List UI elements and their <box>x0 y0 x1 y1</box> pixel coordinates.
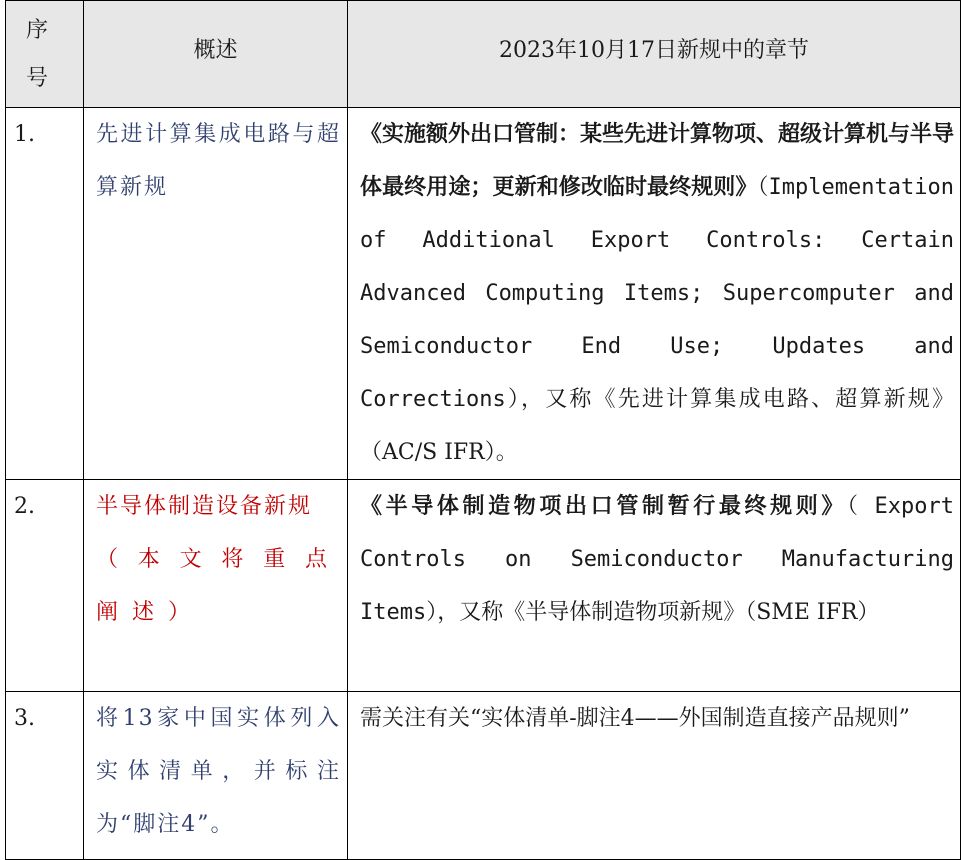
summary-note: （本文将重点阐述） <box>96 547 341 625</box>
row-number: 1. <box>6 108 84 480</box>
chapter-title-tail: ，又称《先进计算集成电路、超算新规》（AC/S IFR）。 <box>360 387 954 465</box>
header-seq: 序号 <box>6 1 84 108</box>
row-chapter <box>348 480 961 692</box>
table-row <box>6 692 961 860</box>
row-number: 2. <box>6 480 84 692</box>
chapter-title-bold: 《半导体制造物项出口管制暂行最终规则》 <box>360 493 848 519</box>
row-summary: 先进计算集成电路与超算新规 <box>84 108 348 480</box>
row-summary: 将13家中国实体列入实体清单，并标注为“脚注4”。 <box>84 692 348 860</box>
summary-main: 半导体制造设备新规 <box>96 494 313 519</box>
chapter-title-english: （Implementation of Additional Export Controls: Certain Advanced Computing Items; Supercomputer and Semiconductor End Use; Updates and Corrections） <box>360 175 954 412</box>
rules-table <box>5 0 961 860</box>
row-number: 3. <box>6 692 84 860</box>
chapter-title-english: （ Export Controls on Semiconductor Manufacturing Items） <box>360 494 954 625</box>
table-row <box>6 480 961 692</box>
header-chapter: 2023年10月17日新规中的章节 <box>348 1 961 108</box>
row-chapter <box>348 108 961 480</box>
table-row <box>6 108 961 480</box>
table-header-row <box>6 1 961 108</box>
chapter-title-bold: 《实施额外出口管制：某些先进计算物项、超级计算机与半导体最终用途；更新和修改临时最终规则》 <box>360 121 955 200</box>
row-chapter: 需关注有关“实体清单-脚注4——外国制造直接产品规则” <box>348 692 961 860</box>
chapter-title-tail: ，又称《半导体制造物项新规》（SME IFR） <box>437 600 880 625</box>
row-summary <box>84 480 348 692</box>
header-summary: 概述 <box>84 1 348 108</box>
